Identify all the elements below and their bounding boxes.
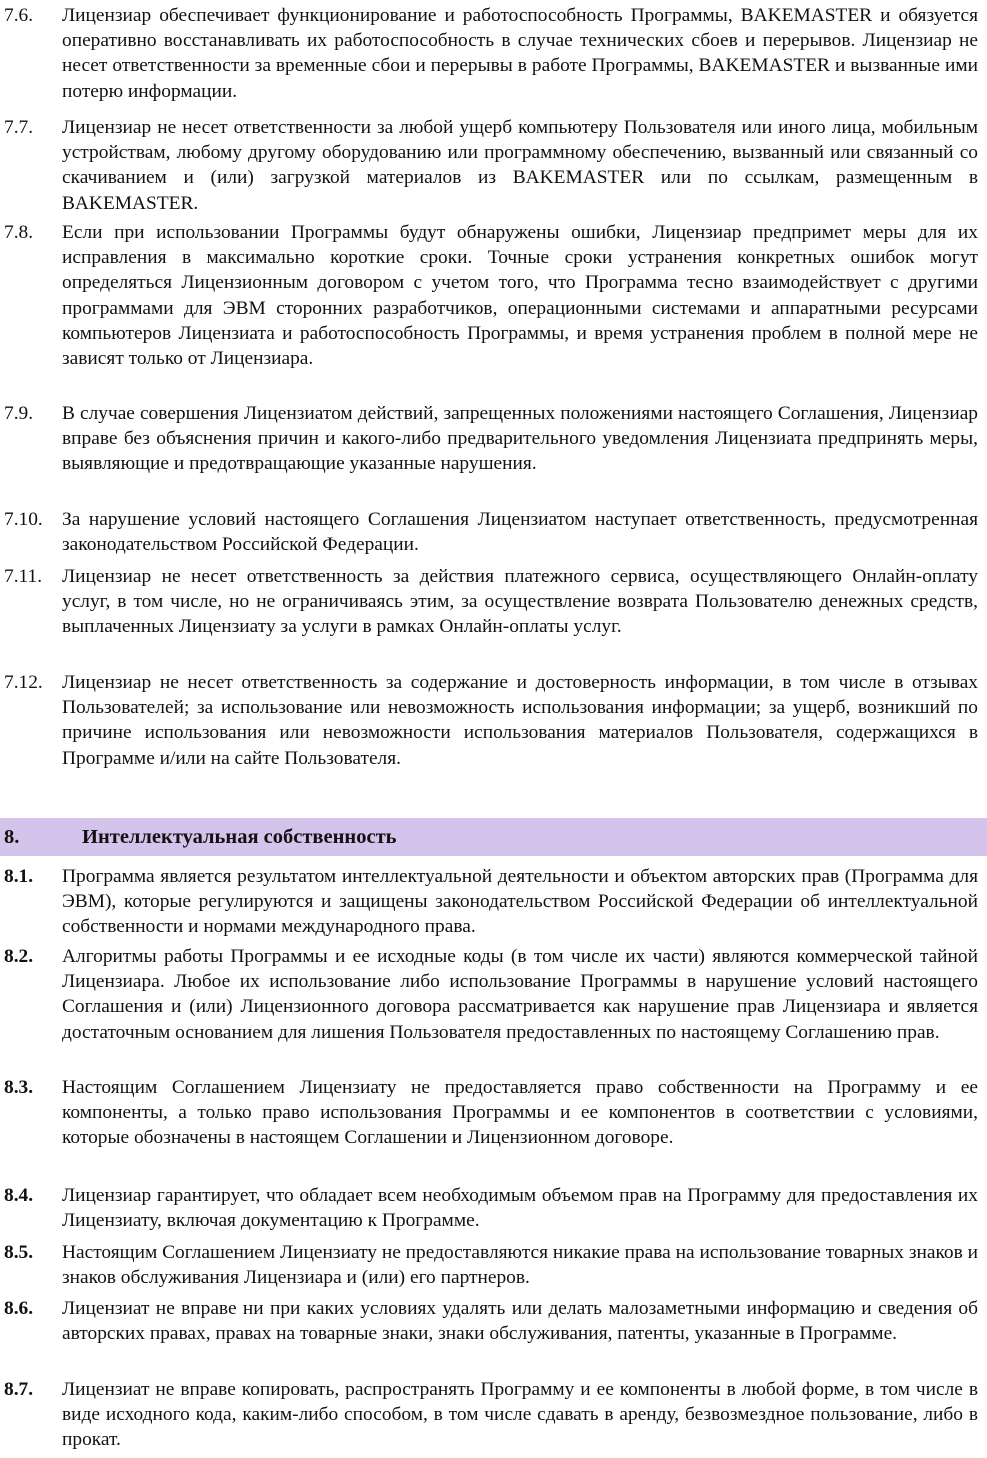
clause-text: В случае совершения Лицензиатом действий, запрещенных положениями настоящего Соглашения, Лицензиар вправе без объяснения причин и какого-либо предварительного уведомления Лицензиата предпринять меры, выявляющие и предотвращающие указанные нарушения. — [62, 403, 978, 475]
clause-number: 8.3. — [4, 1077, 34, 1098]
clause-7-9 — [0, 401, 978, 477]
clause-7-12 — [0, 670, 978, 771]
clause-text: Лицензиат не вправе копировать, распространять Программу и ее компоненты в любой форме, в том числе в виде исходного кода, каким-либо способом, в том числе сдавать в аренду, безвозмездное пользование, либо в прокат. — [62, 1379, 978, 1451]
section-title: Интеллектуальная собственность — [82, 825, 397, 848]
clause-8-5 — [0, 1240, 978, 1290]
clause-8-1 — [0, 864, 978, 940]
clause-text: Лицензиат не вправе ни при каких условиях удалять или делать малозаметными информацию и сведения об авторских правах, правах на товарные знаки, знаки обслуживания, патенты, указанные в Программе. — [62, 1298, 978, 1345]
clause-text: Лицензиар гарантирует, что обладает всем необходимым объемом прав на Программу для предоставления их Лицензиату, включая документацию к Программе. — [62, 1185, 978, 1232]
clause-number: 7.9. — [4, 403, 34, 424]
clause-number: 7.12. — [4, 672, 43, 693]
clause-7-7 — [0, 115, 978, 216]
section-number: 8. — [4, 825, 20, 848]
clause-7-11 — [0, 564, 978, 640]
clause-text: Алгоритмы работы Программы и ее исходные коды (в том числе их части) являются коммерческой тайной Лицензиара. Любое их использование либо использование Программы в нарушение условий настоящего Соглашения и (или) Лицензионного договора рассматривается как нарушение прав Лицензиара и является достаточным основанием для лишения Пользователя предоставленных по настоящему Соглашению прав. — [62, 946, 978, 1043]
clause-8-7 — [0, 1377, 978, 1453]
clause-7-10 — [0, 507, 978, 557]
clause-number: 8.6. — [4, 1298, 34, 1319]
section-header — [0, 818, 987, 856]
clause-text: Программа является результатом интеллектуальной деятельности и объектом авторских прав (Программа для ЭВМ), которые регулируются и защищены законодательством Российской Федерации об интеллектуальной собственности и нормами международного права. — [62, 866, 978, 938]
clause-7-6 — [0, 3, 978, 104]
clause-text: Настоящим Соглашением Лицензиату не предоставляется право собственности на Программу и ее компоненты, а только право использования Программы и ее компонентов в соответствии с условиями, которые обозначены в настоящем Соглашении и Лицензионном договоре. — [62, 1077, 978, 1149]
clause-number: 7.8. — [4, 222, 34, 243]
clause-number: 8.2. — [4, 946, 34, 967]
clause-7-8 — [0, 220, 978, 371]
clause-text: Лицензиар не несет ответственность за действия платежного сервиса, осуществляющего Онлайн-оплату услуг, в том числе, но не ограничиваясь этим, за осуществление возврата Пользователю денежных средств, выплаченных Лицензиату за услуги в рамках Онлайн-оплаты услуг. — [62, 566, 978, 638]
clause-text: Лицензиар не несет ответственности за любой ущерб компьютеру Пользователя или иного лица, мобильным устройствам, любому другому оборудованию или программному обеспечению, вызванный или связанный со скачиванием и (или) загрузкой материалов из BAKEMASTER или по ссылкам, размещенным в BAKEMASTER. — [62, 117, 978, 214]
clause-number: 7.6. — [4, 5, 34, 26]
clause-number: 8.1. — [4, 866, 34, 887]
clause-number: 7.11. — [4, 566, 43, 587]
clause-text: Лицензиар не несет ответственность за содержание и достоверность информации, в том числе в отзывах Пользователей; за использование или невозможность использования информации; за ущерб, возникший по причине использования или невозможности использования материалов Пользователя, содержащихся в Программе и/или на сайте Пользователя. — [62, 672, 978, 769]
clause-text: Если при использовании Программы будут обнаружены ошибки, Лицензиар предпримет меры для их исправления в максимально короткие сроки. Точные сроки устранения конкретных ошибок могут определяться Лицензионным договором с учетом того, что Программа тесно взаимодействует с другими программами для ЭВМ сторонних разработчиков, операционными системами и аппаратными ресурсами компьютеров Лицензиата и работоспособность Программы, и время устранения проблем в полной мере не зависят только от Лицензиара. — [62, 222, 978, 370]
clause-text: За нарушение условий настоящего Соглашения Лицензиатом наступает ответственность, предусмотренная законодательством Российской Федерации. — [62, 509, 978, 556]
clause-text: Настоящим Соглашением Лицензиату не предоставляются никакие права на использование товарных знаков и знаков обслуживания Лицензиара и (или) его партнеров. — [62, 1242, 978, 1289]
clause-8-2 — [0, 944, 978, 1045]
clause-number: 7.7. — [4, 117, 34, 138]
clause-number: 8.7. — [4, 1379, 34, 1400]
clause-8-4 — [0, 1183, 978, 1233]
clause-number: 7.10. — [4, 509, 43, 530]
clause-number: 8.5. — [4, 1242, 34, 1263]
clause-8-6 — [0, 1296, 978, 1346]
clause-text: Лицензиар обеспечивает функционирование и работоспособность Программы, BAKEMASTER и обязуется оперативно восстанавливать их работоспособность в случае технических сбоев и перерывов. Лицензиар не несет ответственности за временные сбои и перерывы в работе Программы, BAKEMASTER и вызванные ими потерю информации. — [62, 5, 978, 102]
clause-number: 8.4. — [4, 1185, 34, 1206]
clause-8-3 — [0, 1075, 978, 1151]
